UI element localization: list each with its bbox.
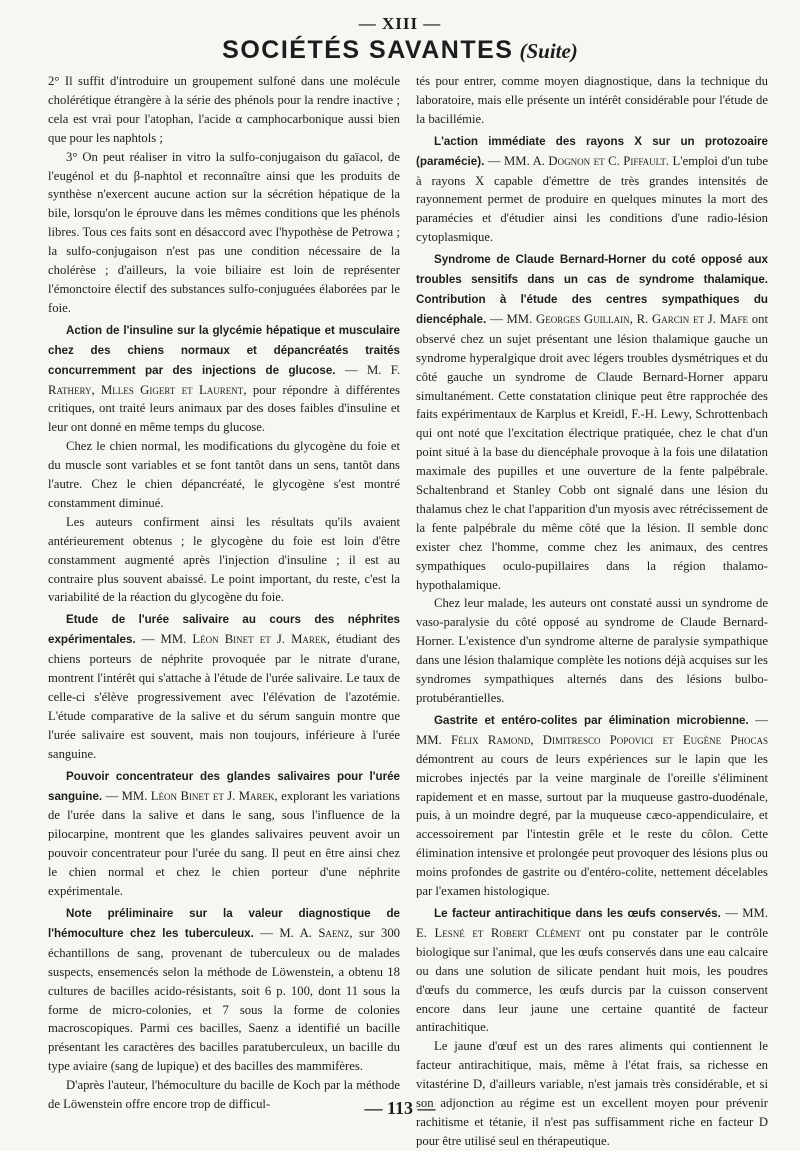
page-number: — 113 —: [364, 1098, 436, 1118]
page-roman-numeral: — XIII —: [358, 14, 442, 33]
section-authors: MM. Léon Binet et J. Marek: [160, 632, 327, 647]
section-authors: MM. A. Dognon et C. Piffault: [504, 153, 666, 168]
section-hemoculture: Note préliminaire sur la valeur diagnostique de l'hémoculture chez les tuberculeux. — M. A. Saenz, sur 300 échantillons de sang, provenant de tuberculeux ou de malades suspects, ensemencés selon la méthode de Löwenstein, a obtenu 18 cultures de bacilles acido-résistants, soit 6 p. 100, dont 11 sous la forme de micro-colonies, et 7 sous la forme de colonies macroscopiques. Parmi ces bacilles, Saenz a identifié un bacille présentant les caractères des bacilles paratuberculeux, un bacille du type aviaire (sang de lupique) et des bacilles des mammifères.: [48, 906, 401, 1074]
section-title: Syndrome de Claude Bernard-Horner du coté opposé aux troubles sensitifs dans un cas de syndrome thalamique. Contribution à l'étude des centres sympathiques du diencéphale.: [416, 253, 768, 326]
section-title: L'action immédiate des rayons X sur un protozoaire (paramécie).: [416, 134, 768, 168]
section-text: , pour répondre à différentes critiques, ont traité leurs animaux par des doses faibles d'insuline et leur ont donné en même temps du glucose.: [48, 382, 400, 435]
section-text: démontrent au cours de leurs expériences sur le lapin que les microbes injectés par la veine marginale de l'oreille s'éliminent rapidement et en masse, surtout par la muqueuse gastro-duodénale, puis, à un moindre degré, par la muqueuse cæco-appendiculaire, et accessoirement par l'intestin grêle et le reste du côlon. Cette élimination intensive et prolongée peut provoquer des lésions plus ou moins profondes de gastrite ou d'entéro-colite, nettement décelables par l'examen histologique.: [416, 751, 769, 899]
paragraph: 3° On peut réaliser in vitro la sulfo-conjugaison du gaïacol, de l'eugénol et du β-naphtol et reconnaître ainsi que les produits de synthèse n'exercent aucune action sur la sécrétion hépatique de la bile, lorsqu'on le éprouve dans les mêmes conditions que les phénols libres. Tous ces faits sont en désaccord avec l'hypothèse de Petrowa ; la sulfo-conjugaison n'est pas une condition nécessaire de la cholérèse ; d'ailleurs, la voie biliaire est loin de représenter l'émonctoire électif des substances sulfo-conjuguées élaborées par le foie.: [48, 149, 400, 315]
section-rayons-x: L'action immédiate des rayons X sur un protozoaire (paramécie). — MM. A. Dognon et C. Piffault. L'emploi d'un tube à rayons X capable d'émettre de très grandes intensités de rayonnement permet de produire en quelques minutes la mort des paramécies et d'étudier ainsi les conditions d'une radio-lésion cytoplasmique.: [416, 134, 768, 245]
section-text: . L'emploi d'un tube à rayons X capable d'émettre de très grandes intensités de rayonnement permet de produire en quelques minutes la mort des paramécies et d'étudier ainsi les conditions d'une radio-lésion cytoplasmique.: [416, 153, 768, 245]
section-gastrite: Gastrite et entéro-colites par élimination microbienne. — MM. Félix Ramond, Dimitresco Popovici et Eugène Phocas démontrent au cours de leurs expériences sur le lapin que les microbes injectés par la veine marginale de l'oreille s'éliminent rapidement et en masse, surtout par la muqueuse gastro-duodénale, puis, à un moindre degré, par la muqueuse cæco-appendiculaire, et accessoirement par l'intestin grêle et le reste du côlon. Cette élimination intensive et prolongée peut provoquer des lésions plus ou moins profondes de gastrite ou d'entéro-colite, nettement décelables par l'examen histologique.: [416, 712, 769, 899]
left-column: [48, 72, 401, 1112]
header-suite: (Suite): [519, 39, 578, 63]
paragraph: Les auteurs confirment ainsi les résultats qu'ils avaient antérieurement obtenus ; le glycogène du foie est loin d'être constamment augmenté après l'injection d'insuline ; il est au contraire plus souvent abaissé. Le point important, du reste, c'est la variabilité de la réaction du glycogène du foie.: [48, 514, 400, 605]
section-title: Etude de l'urée salivaire au cours des néphrites expérimentales.: [48, 613, 400, 647]
right-column: [416, 72, 769, 1148]
section-authors: MM. E. Lesné et Robert Clément: [416, 905, 768, 940]
section-authors: MM. Félix Ramond, Dimitresco Popovici et Eugène Phocas: [416, 732, 768, 747]
paragraph: D'après l'auteur, l'hémoculture du bacille de Koch par la méthode de Löwenstein offre encore trop de difficul-: [48, 1078, 400, 1112]
section-text: ont pu constater par le contrôle biologique sur l'animal, que les œufs conservés dans une eau calcaire ou dans une solution de silicate pendant huit mois, les poudres d'œufs du commerce, les œufs durcis par la cuisson conservent encore dans leur jaune une certaine quantité de facteur antirachitique.: [416, 925, 769, 1035]
section-authors: MM. Léon Binet et J. Marek: [121, 788, 275, 803]
paragraph: tés pour entrer, comme moyen diagnostique, dans la technique du laboratoire, mais elle présente un intérêt considérable pour l'étude de la bacillémie.: [416, 74, 768, 126]
section-title: Pouvoir concentrateur des glandes salivaires pour l'urée sanguine.: [48, 769, 400, 803]
section-title: Le facteur antirachitique dans les œufs conservés.: [434, 906, 721, 920]
paragraph: 2° Il suffit d'introduire un groupement sulfoné dans une molécule cholérétique étrangère à la série des phénols pour la rendre inactive ; cela est vrai pour l'atophan, l'acide α camphocarbonique aussi bien que pour les naphtols ;: [48, 74, 400, 145]
section-text: ont observé chez un sujet présentant une lésion thalamique gauche un syndrome hyperalgique droit avec légers troubles dysmétriques et du côté gauche un syndrome de Claude Bernard-Horner apparu simultanément. Cette constatation clinique peut être rapprochée des faits expérimentaux de Karplus et Kreidl, F.-H. Lewy, Schrottenbach qui ont noté que l'excitation électrique pratiquée, chez le chat d'un point situé à la base du diencéphale provoque à la fois une dilatation maximale des pupilles et une ouverture de la fente palpébrale. Schaltenbrand et Stanley Cobb ont signalé dans une lésion du thalamus chez le chat l'apparition d'un myosis avec rétrécissement de la fente palpébrale du même côté que la lésion. Il semble donc exister chez l'homme, comme chez les animaux, des centres sympathiques oculo-pupillaires dans la région thalamo-hypothalamique.: [416, 311, 768, 592]
section-title: Action de l'insuline sur la glycémie hépatique et musculaire chez des chiens normaux et dépancréatés traités concurremment par des injections de glucose.: [48, 323, 400, 377]
section-text: , sur 300 échantillons de sang, provenant de tuberculeux ou de malades suspects, ensemencés selon la méthode de Löwenstein, a obtenu 18 cultures de bacilles acido-résistants, soit 6 p. 100, dont 11 sous la forme de micro-colonies, et 7 sous la forme de colonies macroscopiques. Parmi ces bacilles, Saenz a identifié un bacille présentant les caractères des bacilles paratuberculeux, un bacille du type aviaire (sang de lupique) et des bacilles des mammifères.: [48, 925, 401, 1074]
page-header: [0, 36, 800, 65]
section-facteur-antirachitique: Le facteur antirachitique dans les œufs conservés. — MM. E. Lesné et Robert Clément ont pu constater par le contrôle biologique sur l'animal, que les œufs conservés dans une eau calcaire ou dans une solution de silicate pendant huit mois, les poudres d'œufs du commerce, les œufs durcis par la cuisson conservent encore dans leur jaune une certaine quantité de facteur antirachitique.: [416, 905, 769, 1035]
section-insuline: Action de l'insuline sur la glycémie hépatique et musculaire chez des chiens normaux et dépancréatés traités concurremment par des injections de glucose. — M. F. Rathery, Mlles Gigert et Laurent, pour répondre à différentes critiques, ont traité leurs animaux par des doses faibles d'insuline et leur ont donné en même temps du glucose.: [48, 323, 401, 435]
section-authors: M. A. Saenz: [279, 925, 350, 940]
section-text: , explorant les variations de l'urée dans la salive et dans le sang, sous l'influence de la pilocarpine, montrent que les glandes salivaires peuvent avoir un pouvoir concentrateur pour l'urée du sang. Il peut en être ainsi chez le chien normal et chez le chien porteur d'une néphrite expérimentale.: [48, 788, 400, 899]
section-authors: M. F. Rathery, Mlles Gigert et Laurent: [48, 362, 401, 397]
paragraph: Chez leur malade, les auteurs ont constaté aussi un syndrome de vaso-paralysie du côté opposé au syndrome de Claude Bernard-Horner. L'existence d'un syndrome alterne de paralysie sympathique dans une lésion thalamique complète les notions déjà acquises sur les syndromes sympathiques alternés dans des lésions bulbo-protubérantielles.: [416, 596, 768, 705]
section-title: Gastrite et entéro-colites par élimination microbienne.: [434, 713, 749, 727]
section-pouvoir-concentrateur: Pouvoir concentrateur des glandes salivaires pour l'urée sanguine. — MM. Léon Binet et J. Marek, explorant les variations de l'urée dans la salive et dans le sang, sous l'influence de la pilocarpine, montrent que les glandes salivaires peuvent avoir un pouvoir concentrateur pour l'urée du sang. Il peut en être ainsi chez le chien normal et chez le chien porteur d'une néphrite expérimentale.: [48, 769, 400, 899]
paragraph: Chez le chien normal, les modifications du glycogène du foie et du muscle sont variables et se font tantôt dans un sens, tantôt dans l'autre. Chez le chien dépancréaté, le glycogène s'est montré constamment diminué.: [48, 439, 400, 510]
paragraph: Le jaune d'œuf est un des rares aliments qui contiennent le facteur antirachitique, mais, même à l'état frais, sa richesse en vitastérine D, d'ailleurs variable, n'est jamais très considérable, et si son adjonction au régime est un excellent moyen pour prévenir rachitisme et tétanie, il n'est pas suffisamment riche en facteur D pour être utilisé seul en thérapeutique.: [416, 1039, 768, 1148]
section-title: Note préliminaire sur la valeur diagnostique de l'hémoculture chez les tuberculeux.: [48, 906, 400, 940]
section-text: , étudiant des chiens porteurs de néphrite provoquée par le nitrate d'urane, montrent l'intérêt qui s'attache à l'étude de l'urée salivaire. Le taux de celle-ci s'élève progressivement avec l'élévation de l'azotémie. L'étude comparative de la salive et du sérum sanguin montre que l'urée salivaire est souvent, mais non toujours, inférieure à l'urée sanguine.: [48, 632, 401, 761]
header-title: SOCIÉTÉS SAVANTES: [222, 36, 514, 64]
section-claude-bernard-horner: Syndrome de Claude Bernard-Horner du coté opposé aux troubles sensitifs dans un cas de syndrome thalamique. Contribution à l'étude des centres sympathiques du diencéphale. — MM. Georges Guillain, R. Garcin et J. Mafe ont observé chez un sujet présentant une lésion thalamique gauche un syndrome hyperalgique droit avec légers troubles dysmétriques et du côté gauche un syndrome de Claude Bernard-Horner apparu simultanément. Cette constatation clinique peut être rapprochée des faits expérimentaux de Karplus et Kreidl, F.-H. Lewy, Schrottenbach qui ont noté que l'excitation électrique pratiquée, chez le chat d'un point situé à la base du diencéphale provoque à la fois une dilatation maximale des pupilles et une ouverture de la fente palpébrale. Schaltenbrand et Stanley Cobb ont signalé dans une lésion du thalamus chez le chat l'apparition d'un myosis avec rétrécissement de la fente palpébrale du même côté que la lésion. Il semble donc exister chez l'homme, comme chez les animaux, des centres sympathiques oculo-pupillaires dans la région thalamo-hypothalamique.: [416, 253, 768, 592]
section-uree-salivaire: Etude de l'urée salivaire au cours des néphrites expérimentales. — MM. Léon Binet et J. Marek, étudiant des chiens porteurs de néphrite provoquée par le nitrate d'urane, montrent l'intérêt qui s'attache à l'étude de l'urée salivaire. Le taux de celle-ci s'élève progressivement avec l'élévation de l'azotémie. L'étude comparative de la salive et du sérum sanguin montre que l'urée salivaire est souvent, mais non toujours, inférieure à l'urée sanguine.: [48, 613, 401, 761]
section-authors: MM. Georges Guillain, R. Garcin et J. Mafe: [506, 311, 748, 326]
